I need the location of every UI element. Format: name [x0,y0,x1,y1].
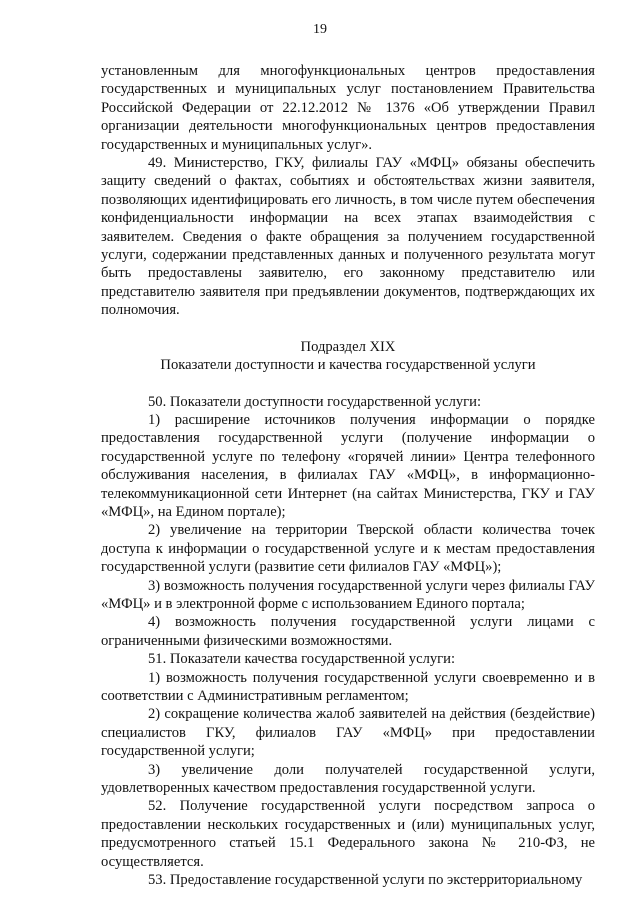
paragraph-50-item-1: 1) расширение источников получения информации о порядке предоставления государственной услуги (получение информации о государственной услуге по телефону «горячей линии» Центра телефонного обслуживания населения, в филиалах ГАУ «МФЦ», в информационно-телекоммуникационной сети Интернет (на сайтах Министерства, ГКУ и ГАУ «МФЦ», на Едином портале); [101,411,595,520]
page-number: 19 [313,22,327,37]
paragraph-53: 53. Предоставление государственной услуги по экстерриториальному [148,872,583,889]
paragraph-50-item-2: 2) увеличение на территории Тверской области количества точек доступа к информации о государственной услуге и к местам предоставления государственной услуги (развитие сети филиалов ГАУ «МФЦ»); [101,522,595,576]
paragraph-52: 52. Получение государственной услуги посредством запроса о предоставлении нескольких государственных и (или) муниципальных услуг, предусмотренного статьей 15.1 Федерального закона № 210-ФЗ, не осуществляется. [101,798,595,870]
paragraph-49: 49. Министерство, ГКУ, филиалы ГАУ «МФЦ» обязаны обеспечить защиту сведений о фактах, событиях и обстоятельствах жизни заявителя, позволяющих идентифицировать его личность, в том числе путем обеспечения конфиденциальности информации на всех этапах взаимодействия с заявителем. Сведения о факте обращения за получением государственной услуги, содержании представленных данных и полученного результата могут быть предоставлены заявителю, его законному представителю или представителю заявителя при предъявлении документов, подтверждающих их полномочия. [101,155,595,319]
paragraph-51-item-2: 2) сокращение количества жалоб заявителей на действия (бездействие) специалистов ГКУ, филиалов ГАУ «МФЦ» при предоставлении государственной услуги; [101,706,595,760]
paragraph-50: 50. Показатели доступности государственной услуги: [148,393,482,410]
paragraph-50-item-3: 3) возможность получения государственной услуги через филиалы ГАУ «МФЦ» и в электронной форме с использованием Единого портала; [101,577,595,612]
paragraph-continuation: установленным для многофункциональных центров предоставления государственных и муниципальных услуг постановлением Правительства Российской Федерации от 22.12.2012 № 1376 «Об утверждении Правил организации деятельности многофункциональных центров предоставления государственных и муниципальных услуг». [101,63,595,153]
document-body [101,62,595,889]
subsection-subtitle: Показатели доступности и качества государственной услуги [160,357,536,374]
paragraph-51-item-1: 1) возможность получения государственной услуги своевременно и в соответствии с Административным регламентом; [101,669,595,704]
paragraph-51: 51. Показатели качества государственной услуги: [148,651,456,668]
subsection-title: Подраздел XIX [300,338,396,355]
paragraph-51-item-3: 3) увеличение доли получателей государственной услуги, удовлетворенных качеством предоставления государственной услуги. [101,761,595,797]
paragraph-50-item-4: 4) возможность получения государственной услуги лицами с ограниченными физическими возможностями. [101,614,595,649]
